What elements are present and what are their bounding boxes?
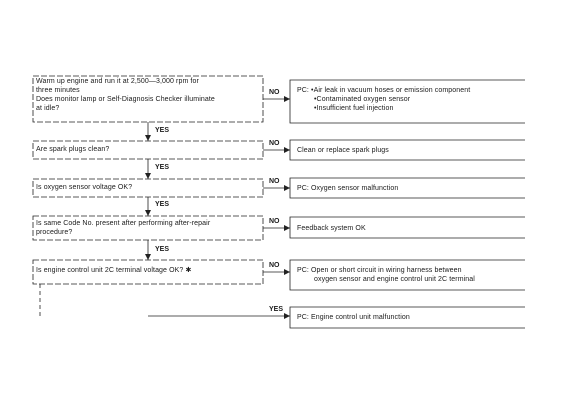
check-text-line: Is oxygen sensor voltage OK? <box>36 184 133 191</box>
check-text-line: Are spark plugs clean? <box>36 146 110 153</box>
no-label: NO <box>269 140 280 147</box>
result-text-line: oxygen sensor and engine control unit 2C terminal <box>314 276 475 283</box>
check-text-line: Warm up engine and run it at 2,500—3,000 rpm for <box>36 78 199 85</box>
no-label: NO <box>269 218 280 225</box>
yes-label: YES <box>155 246 170 253</box>
check-text-line: procedure? <box>36 229 73 236</box>
no-label: NO <box>269 178 280 185</box>
yes-label: YES <box>155 164 170 171</box>
result-text-line: •Insufficient fuel injection <box>314 105 394 112</box>
result-text-line: Feedback system OK <box>297 225 366 232</box>
no-label: NO <box>269 89 280 96</box>
no-label: NO <box>269 262 280 269</box>
yes-label: YES <box>269 306 284 313</box>
result-text-line: PC: •Air leak in vacuum hoses or emission component <box>297 87 471 94</box>
yes-label: YES <box>155 201 170 208</box>
check-text-line: Is same Code No. present after performing after-repair <box>36 220 211 227</box>
result-text-line: PC: Engine control unit malfunction <box>297 314 410 321</box>
result-text-line: PC: Oxygen sensor malfunction <box>297 185 399 192</box>
yes-label: YES <box>155 127 170 134</box>
result-text-line: •Contaminated oxygen sensor <box>314 96 411 103</box>
check-text-line: three minutes <box>36 87 80 94</box>
check-text-line: at idle? <box>36 105 60 112</box>
check-text-line: Does monitor lamp or Self-Diagnosis Checker illuminate <box>36 96 215 103</box>
result-text-line: Clean or replace spark plugs <box>297 147 389 154</box>
check-text-line: Is engine control unit 2C terminal voltage OK? ✱ <box>36 267 192 274</box>
result-text-line: PC: Open or short circuit in wiring harness between <box>297 267 462 274</box>
